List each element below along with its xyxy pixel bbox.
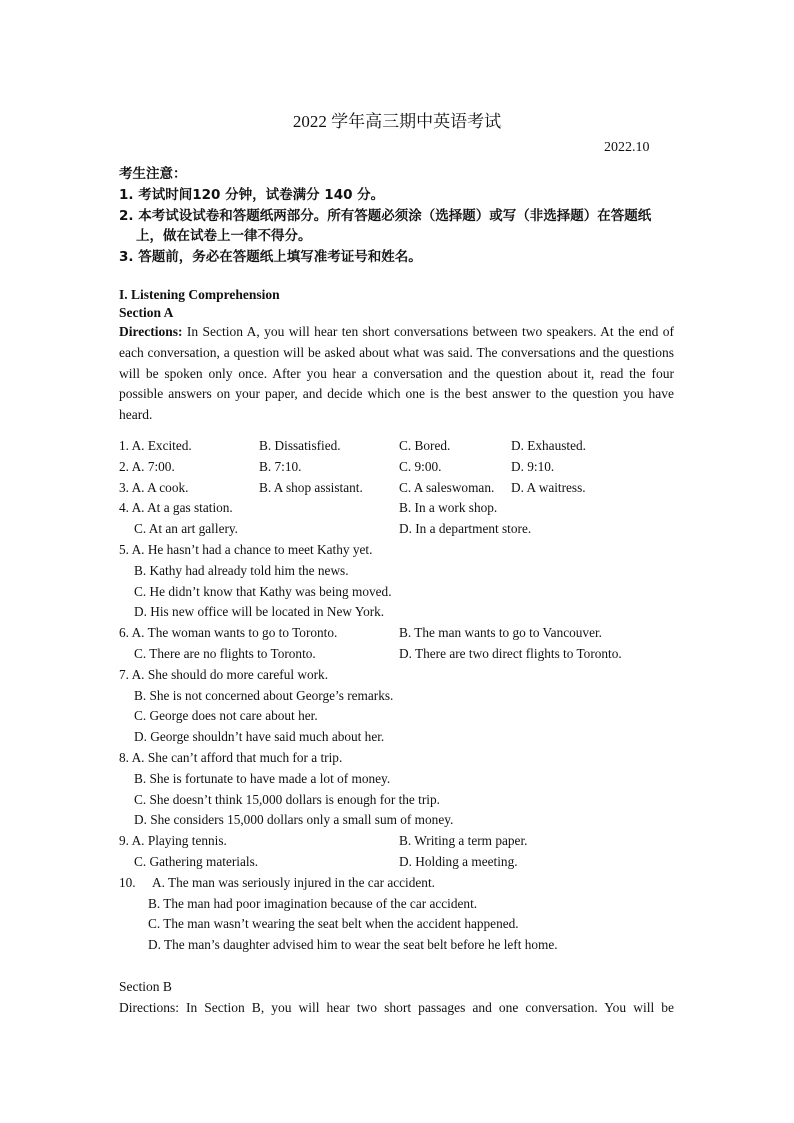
notice-item-2-cont: 上，做在试卷上一律不得分。 [136,228,312,244]
q4-option-d: D. In a department store. [399,521,532,536]
q10-option-d: D. The man’s daughter advised him to wear the seat belt before he left home. [148,937,558,952]
q5-option-a: 5. A. He hasn’t had a chance to meet Kathy yet. [119,542,373,557]
q1-option-a: 1. A. Excited. [119,438,192,453]
q2-option-a: 2. A. 7:00. [119,459,175,474]
notice-heading: 考生注意： [119,166,187,182]
q3-option-a: 3. A. A cook. [119,480,189,495]
q6-option-c: C. There are no flights to Toronto. [134,646,316,661]
q3-option-c: C. A saleswoman. [399,480,495,495]
q4-option-a: 4. A. At a gas station. [119,500,233,515]
section-a-heading: Section A [119,305,174,320]
q2-option-d: D. 9:10. [511,459,555,474]
q1-option-d: D. Exhausted. [511,438,586,453]
q8-option-d: D. She considers 15,000 dollars only a small sum of money. [134,812,454,827]
q6-option-a: 6. A. The woman wants to go to Toronto. [119,625,338,640]
notice-item-3: 3. 答题前，务必在答题纸上填写准考证号和姓名。 [119,249,422,265]
q8-option-a: 8. A. She can’t afford that much for a trip. [119,750,343,765]
q1-option-b: B. Dissatisfied. [259,438,341,453]
q5-option-c: C. He didn’t know that Kathy was being moved. [134,584,392,599]
q10-number: 10. [119,875,136,890]
q2-option-b: B. 7:10. [259,459,302,474]
q9-option-c: C. Gathering materials. [134,854,259,869]
q1-option-c: C. Bored. [399,438,451,453]
section-b-heading: Section B [119,979,172,994]
exam-date: 2022.10 [604,140,650,155]
q8-option-b: B. She is fortunate to have made a lot of money. [134,771,391,786]
q9-option-d: D. Holding a meeting. [399,854,518,869]
notice-item-1: 1. 考试时间120 分钟，试卷满分 140 分。 [119,187,385,203]
q5-option-b: B. Kathy had already told him the news. [134,563,349,578]
q10-option-a: A. The man was seriously injured in the car accident. [152,875,435,890]
section-a-directions [119,322,674,426]
q7-option-b: B. She is not concerned about George’s remarks. [134,688,394,703]
q9-option-b: B. Writing a term paper. [399,833,528,848]
part-heading: I. Listening Comprehension [119,287,280,302]
q4-option-b: B. In a work shop. [399,500,498,515]
q3-option-b: B. A shop assistant. [259,480,363,495]
q7-option-c: C. George does not care about her. [134,708,318,723]
q10-option-b: B. The man had poor imagination because of the car accident. [148,896,478,911]
q5-option-d: D. His new office will be located in New York. [134,604,385,619]
q6-option-b: B. The man wants to go to Vancouver. [399,625,602,640]
q6-option-d: D. There are two direct flights to Toronto. [399,646,622,661]
q2-option-c: C. 9:00. [399,459,442,474]
notice-item-2: 2. 本考试设试卷和答题纸两部分。所有答题必须涂（选择题）或写（非选择题）在答题纸 [119,208,652,224]
directions-label: Directions: [119,324,183,339]
q9-option-a: 9. A. Playing tennis. [119,833,227,848]
q8-option-c: C. She doesn’t think 15,000 dollars is enough for the trip. [134,792,440,807]
q7-option-a: 7. A. She should do more careful work. [119,667,329,682]
directions-text: In Section A, you will hear ten short conversations between two speakers. At the end of each conversation, a question will be asked about what was said. The conversations and the questions will be spoken only once. After you hear a conversation and the question about it, read the four possible answers on your paper, and decide which one is the best answer to the question you have heard. [119,324,674,423]
exam-title: 2022 学年高三期中英语考试 [292,112,502,131]
q4-option-c: C. At an art gallery. [134,521,239,536]
q3-option-d: D. A waitress. [511,480,586,495]
section-b-directions: Directions: In Section B, you will hear two short passages and one conversation. You will be [119,1000,674,1015]
q10-option-c: C. The man wasn’t wearing the seat belt when the accident happened. [148,916,519,931]
q7-option-d: D. George shouldn’t have said much about her. [134,729,385,744]
